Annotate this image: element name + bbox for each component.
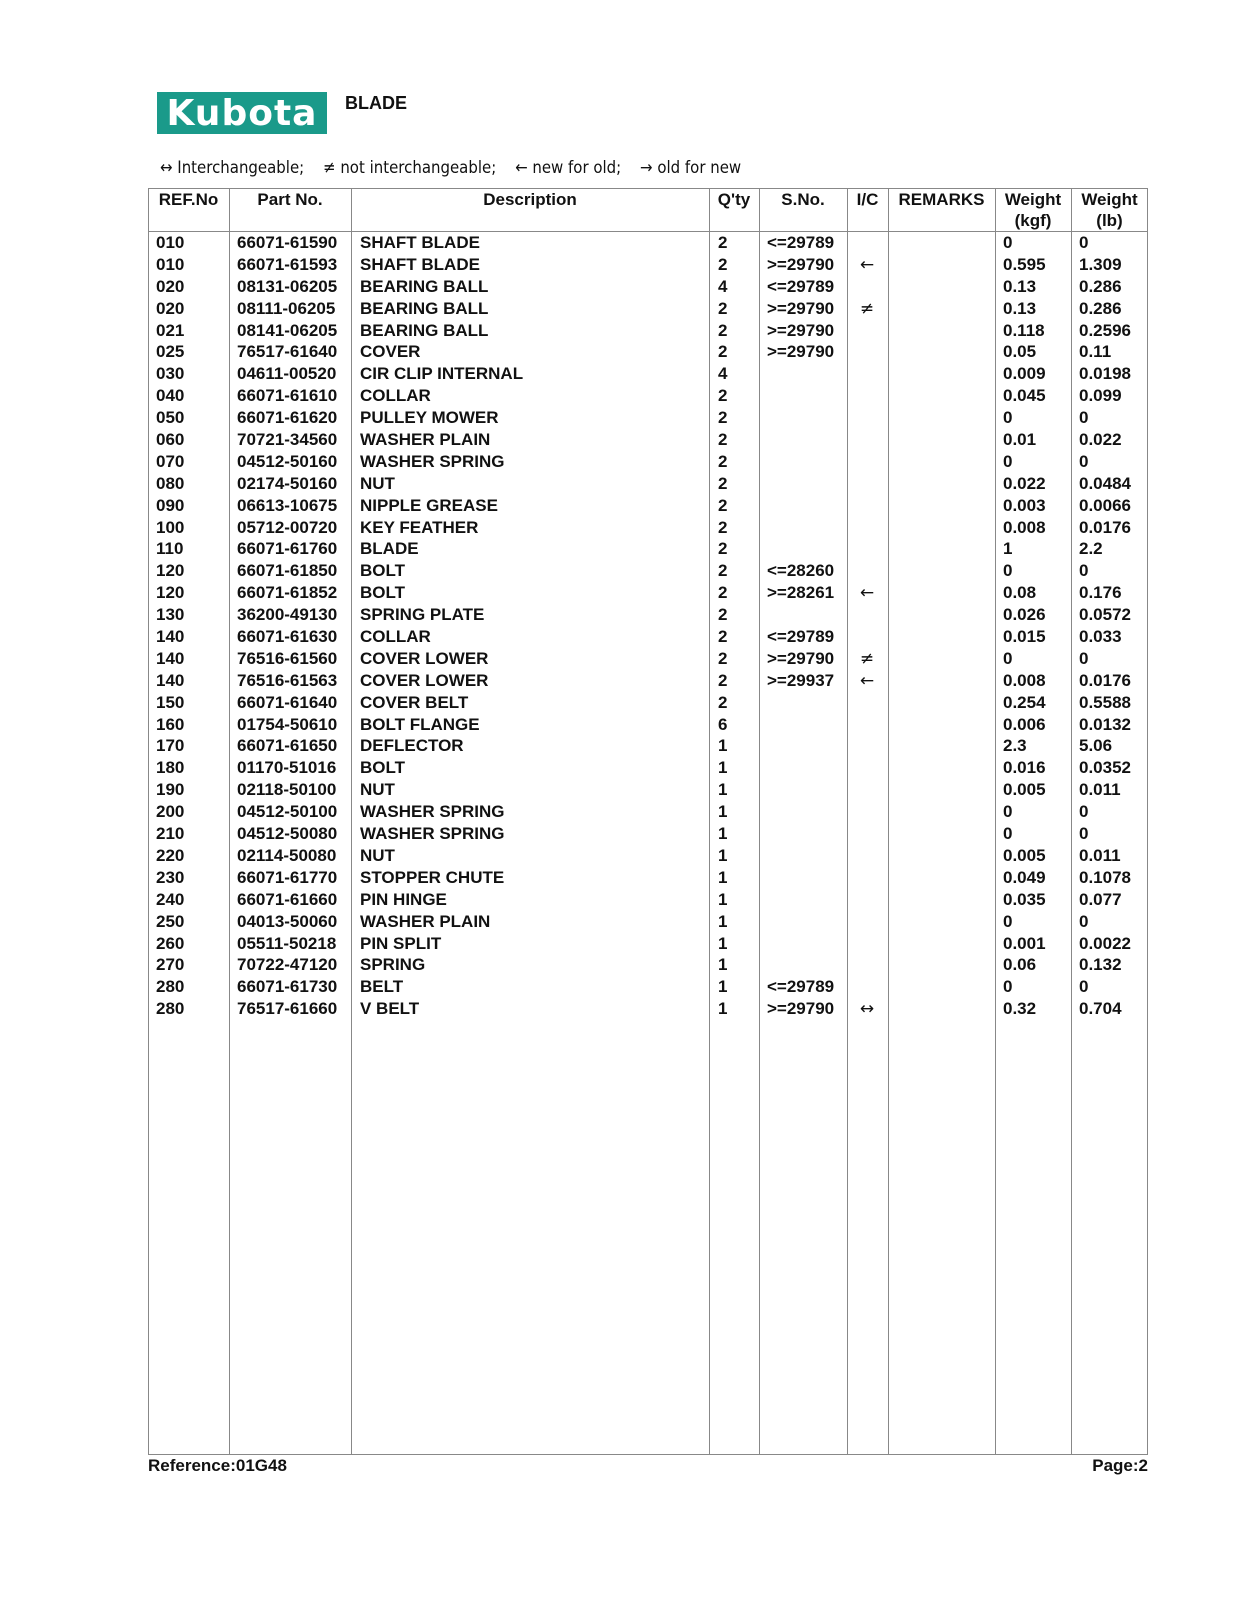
part-no: 04512-50080	[237, 824, 338, 844]
part-no: 66071-61610	[237, 386, 338, 406]
interchange-symbol: ≠	[859, 648, 875, 669]
quantity: 2	[718, 648, 728, 668]
quantity: 1	[718, 999, 728, 1019]
description: BLADE	[360, 539, 419, 559]
quantity: 2	[718, 517, 728, 537]
legend-not-interchangeable: ≠ not interchangeable;	[323, 158, 497, 178]
part-no: 66071-61852	[237, 583, 338, 603]
weight-lb: 0.011	[1079, 845, 1121, 865]
quantity: 2	[718, 495, 728, 515]
table-row	[148, 473, 1148, 495]
ref-no: 110	[156, 539, 184, 559]
quantity: 2	[718, 342, 728, 362]
weight-lb: 0.022	[1079, 430, 1122, 450]
part-no: 04512-50100	[237, 802, 338, 822]
quantity: 1	[718, 977, 728, 997]
description: BOLT	[360, 583, 406, 603]
weight-lb: 0.0176	[1079, 670, 1131, 690]
weight-kgf: 0	[1003, 233, 1013, 252]
ref-no: 260	[156, 933, 185, 953]
description: STOPPER CHUTE	[360, 867, 505, 887]
col-header-ic: I/C	[856, 190, 879, 209]
quantity: 2	[718, 627, 728, 647]
weight-kgf: 0.009	[1003, 364, 1046, 384]
weight-lb: 0.11	[1079, 342, 1112, 362]
part-no: 66071-61630	[237, 627, 338, 647]
serial-no: >=29790	[767, 298, 835, 318]
description: NUT	[360, 473, 395, 493]
weight-lb: 0.5588	[1079, 692, 1131, 712]
weight-lb: 0	[1079, 451, 1089, 471]
weight-lb: 0	[1079, 648, 1089, 668]
quantity: 2	[718, 451, 728, 471]
table-row	[148, 232, 1148, 254]
description: BEARING BALL	[360, 276, 489, 296]
table-row	[148, 451, 1148, 473]
part-no: 76517-61640	[237, 342, 338, 362]
weight-lb: 0	[1079, 911, 1089, 931]
ref-no: 130	[156, 605, 185, 625]
weight-lb: 0.132	[1079, 955, 1122, 975]
weight-kgf: 0.001	[1003, 933, 1046, 953]
quantity: 1	[718, 824, 728, 844]
ref-no: 010	[156, 254, 185, 274]
weight-lb: 0.099	[1079, 386, 1122, 406]
part-no: 66071-61730	[237, 977, 338, 997]
description: SHAFT BLADE	[360, 254, 480, 274]
weight-lb: 0	[1079, 408, 1089, 428]
weight-kgf: 0.254	[1003, 692, 1046, 712]
col-header-desc: Description	[483, 190, 577, 209]
weight-kgf: 0	[1003, 648, 1013, 668]
part-no: 66071-61850	[237, 561, 338, 581]
description: SPRING	[360, 955, 426, 975]
weight-kgf: 0.13	[1003, 298, 1037, 318]
part-no: 66071-61660	[237, 889, 338, 909]
ref-no: 020	[156, 298, 185, 318]
quantity: 2	[718, 408, 728, 428]
description: WASHER PLAIN	[360, 911, 491, 931]
ref-no: 160	[156, 714, 185, 734]
quantity: 2	[718, 298, 728, 318]
description: NUT	[360, 780, 395, 800]
ref-no: 230	[156, 867, 185, 887]
serial-no: >=29790	[767, 320, 835, 340]
ref-no: 021	[156, 320, 185, 340]
ref-no: 200	[156, 802, 185, 822]
serial-no: <=29789	[767, 233, 835, 252]
interchange-symbol: ←	[859, 254, 875, 275]
legend	[160, 158, 755, 178]
part-no: 08131-06205	[237, 276, 338, 296]
weight-lb: 0	[1079, 824, 1089, 844]
ref-no: 180	[156, 758, 185, 778]
weight-kgf: 2.3	[1003, 736, 1027, 756]
description: WASHER PLAIN	[360, 430, 491, 450]
col-header-qty: Q'ty	[717, 190, 751, 209]
ref-no: 140	[156, 670, 185, 690]
table-row	[148, 320, 1148, 342]
weight-kgf: 0.13	[1003, 276, 1037, 296]
interchange-symbol: ←	[859, 583, 875, 604]
table-row	[148, 538, 1148, 560]
table-row	[148, 801, 1148, 823]
description: DEFLECTOR	[360, 736, 464, 756]
table-row	[148, 779, 1148, 801]
part-no: 76516-61560	[237, 648, 338, 668]
part-no: 66071-61593	[237, 254, 338, 274]
part-no: 04013-50060	[237, 911, 338, 931]
ref-no: 190	[156, 780, 185, 800]
description: BOLT	[360, 758, 406, 778]
description: PIN SPLIT	[360, 933, 442, 953]
weight-lb: 0.0066	[1079, 495, 1131, 515]
legend-interchangeable: ↔ Interchangeable;	[160, 158, 305, 178]
description: COVER BELT	[360, 692, 469, 712]
weight-lb: 0.0484	[1079, 473, 1131, 493]
part-no: 66071-61640	[237, 692, 338, 712]
serial-no: <=29789	[767, 276, 835, 296]
weight-kgf: 0.005	[1003, 780, 1046, 800]
ref-no: 050	[156, 408, 185, 428]
ref-no: 250	[156, 911, 185, 931]
weight-kgf: 0	[1003, 561, 1013, 581]
table-row	[148, 933, 1148, 955]
description: PIN HINGE	[360, 889, 447, 909]
table-row	[148, 823, 1148, 845]
part-no: 02118-50100	[237, 780, 337, 800]
quantity: 1	[718, 780, 728, 800]
table-row	[148, 670, 1148, 692]
table-row	[148, 954, 1148, 976]
col-header-part: Part No.	[257, 190, 323, 209]
weight-lb: 1.309	[1079, 254, 1122, 274]
weight-lb: 0.0352	[1079, 758, 1131, 778]
weight-lb: 0.011	[1079, 780, 1121, 800]
table-row	[148, 495, 1148, 517]
description: COVER	[360, 342, 421, 362]
weight-kgf: 0.01	[1003, 430, 1037, 450]
quantity: 1	[718, 933, 728, 953]
table-row	[148, 735, 1148, 757]
ref-no: 120	[156, 583, 185, 603]
part-no: 08141-06205	[237, 320, 338, 340]
description: KEY FEATHER	[360, 517, 479, 537]
ref-no: 100	[156, 517, 185, 537]
description: BOLT FLANGE	[360, 714, 480, 734]
weight-kgf: 0.008	[1003, 670, 1046, 690]
part-no: 02114-50080	[237, 845, 337, 865]
weight-kgf: 0.016	[1003, 758, 1046, 778]
weight-lb: 0	[1079, 233, 1089, 252]
weight-lb: 0	[1079, 977, 1089, 997]
description: COVER LOWER	[360, 670, 489, 690]
weight-lb: 0.0176	[1079, 517, 1131, 537]
quantity: 1	[718, 955, 728, 975]
part-no: 06613-10675	[237, 495, 338, 515]
weight-lb: 0.2596	[1079, 320, 1131, 340]
part-no: 36200-49130	[237, 605, 338, 625]
description: BOLT	[360, 561, 406, 581]
legend-old-for-new: → old for new	[640, 158, 742, 178]
serial-no: >=29790	[767, 342, 835, 362]
weight-kgf: 0	[1003, 824, 1013, 844]
page-title: BLADE	[345, 93, 407, 113]
part-no: 01754-50610	[237, 714, 338, 734]
table-row	[148, 889, 1148, 911]
part-no: 76517-61660	[237, 999, 338, 1019]
weight-lb: 0	[1079, 561, 1089, 581]
weight-kgf: 0.118	[1003, 320, 1045, 340]
table-row	[148, 998, 1148, 1020]
quantity: 2	[718, 670, 728, 690]
description: COLLAR	[360, 386, 431, 406]
table-row	[148, 517, 1148, 539]
ref-no: 150	[156, 692, 185, 712]
weight-kgf: 0.026	[1003, 605, 1046, 625]
legend-new-for-old: ← new for old;	[515, 158, 622, 178]
weight-lb: 5.06	[1079, 736, 1113, 756]
weight-kgf: 0.045	[1003, 386, 1046, 406]
part-no: 66071-61650	[237, 736, 338, 756]
part-no: 04512-50160	[237, 451, 338, 471]
kubota-logo: Kubota	[157, 92, 327, 134]
ref-no: 070	[156, 451, 185, 471]
table-row	[148, 911, 1148, 933]
quantity: 2	[718, 561, 728, 581]
weight-kgf: 0.006	[1003, 714, 1046, 734]
table-row	[148, 298, 1148, 320]
part-no: 01170-51016	[237, 758, 337, 778]
ref-no: 220	[156, 845, 185, 865]
ref-no: 210	[156, 824, 185, 844]
weight-lb: 0.1078	[1079, 867, 1131, 887]
weight-kgf: 0.32	[1003, 999, 1037, 1019]
interchange-symbol: ↔	[859, 999, 875, 1020]
parts-table-body	[148, 232, 1148, 1020]
description: CIR CLIP INTERNAL	[360, 364, 524, 384]
quantity: 1	[718, 889, 728, 909]
description: BEARING BALL	[360, 298, 489, 318]
weight-lb: 0.0022	[1079, 933, 1131, 953]
table-row	[148, 867, 1148, 889]
weight-lb: 0.704	[1079, 999, 1122, 1019]
weight-kgf: 0	[1003, 408, 1013, 428]
weight-kgf: 0	[1003, 451, 1013, 471]
weight-lb: 0.176	[1079, 583, 1122, 603]
quantity: 1	[718, 911, 728, 931]
part-no: 02174-50160	[237, 473, 338, 493]
table-row	[148, 276, 1148, 298]
quantity: 2	[718, 254, 728, 274]
col-header-weight-kgf: Weight (kgf)	[1004, 190, 1062, 230]
ref-no: 140	[156, 648, 185, 668]
ref-no: 270	[156, 955, 185, 975]
ref-no: 280	[156, 999, 185, 1019]
description: BEARING BALL	[360, 320, 489, 340]
table-row	[148, 976, 1148, 998]
weight-kgf: 0	[1003, 802, 1013, 822]
weight-kgf: 0.06	[1003, 955, 1037, 975]
table-row	[148, 363, 1148, 385]
description: BELT	[360, 977, 404, 997]
weight-lb: 0.0572	[1079, 605, 1131, 625]
part-no: 05511-50218	[237, 933, 337, 953]
description: WASHER SPRING	[360, 802, 505, 822]
serial-no: >=29790	[767, 254, 835, 274]
part-no: 05712-00720	[237, 517, 338, 537]
quantity: 4	[718, 276, 728, 296]
ref-no: 025	[156, 342, 185, 362]
description: WASHER SPRING	[360, 824, 505, 844]
table-row	[148, 604, 1148, 626]
weight-lb: 0.0132	[1079, 714, 1131, 734]
weight-kgf: 0.035	[1003, 889, 1046, 909]
quantity: 1	[718, 867, 728, 887]
quantity: 2	[718, 430, 728, 450]
weight-kgf: 0.08	[1003, 583, 1037, 603]
ref-no: 080	[156, 473, 185, 493]
weight-kgf: 0.003	[1003, 495, 1046, 515]
quantity: 2	[718, 233, 728, 252]
quantity: 1	[718, 736, 728, 756]
weight-kgf: 0.008	[1003, 517, 1046, 537]
ref-no: 060	[156, 430, 185, 450]
serial-no: >=29937	[767, 670, 835, 690]
serial-no: <=28260	[767, 561, 835, 581]
table-row	[148, 560, 1148, 582]
table-row	[148, 757, 1148, 779]
quantity: 2	[718, 386, 728, 406]
weight-kgf: 0	[1003, 911, 1013, 931]
part-no: 66071-61770	[237, 867, 338, 887]
table-row	[148, 341, 1148, 363]
serial-no: >=29790	[767, 999, 835, 1019]
weight-lb: 2.2	[1079, 539, 1103, 559]
table-row	[148, 254, 1148, 276]
description: V BELT	[360, 999, 420, 1019]
quantity: 2	[718, 692, 728, 712]
table-row	[148, 714, 1148, 736]
weight-kgf: 0.05	[1003, 342, 1037, 362]
part-no: 70722-47120	[237, 955, 338, 975]
part-no: 08111-06205	[237, 298, 336, 318]
weight-lb: 0	[1079, 802, 1089, 822]
table-row	[148, 845, 1148, 867]
weight-kgf: 0.595	[1003, 254, 1046, 274]
table-row	[148, 582, 1148, 604]
quantity: 6	[718, 714, 728, 734]
col-header-weight-lb: Weight (lb)	[1081, 190, 1138, 230]
part-no: 76516-61563	[237, 670, 338, 690]
table-row	[148, 407, 1148, 429]
quantity: 1	[718, 758, 728, 778]
quantity: 2	[718, 473, 728, 493]
part-no: 04611-00520	[237, 364, 337, 384]
table-row	[148, 626, 1148, 648]
quantity: 4	[718, 364, 728, 384]
quantity: 2	[718, 605, 728, 625]
ref-no: 020	[156, 276, 185, 296]
weight-kgf: 0.049	[1003, 867, 1046, 887]
table-row	[148, 385, 1148, 407]
weight-kgf: 0.015	[1003, 627, 1046, 647]
ref-no: 090	[156, 495, 185, 515]
reference-label: Reference:01G48	[148, 1456, 287, 1475]
weight-lb: 0.286	[1079, 298, 1122, 318]
serial-no: <=29789	[767, 977, 835, 997]
quantity: 2	[718, 583, 728, 603]
quantity: 2	[718, 539, 728, 559]
serial-no: <=29789	[767, 627, 835, 647]
ref-no: 140	[156, 627, 185, 647]
col-header-remarks: REMARKS	[898, 190, 985, 209]
part-no: 66071-61620	[237, 408, 338, 428]
quantity: 1	[718, 845, 728, 865]
description: NIPPLE GREASE	[360, 495, 498, 515]
weight-lb: 0.077	[1079, 889, 1122, 909]
weight-kgf: 0	[1003, 977, 1013, 997]
ref-no: 120	[156, 561, 185, 581]
description: COLLAR	[360, 627, 431, 647]
table-row	[148, 429, 1148, 451]
table-row	[148, 692, 1148, 714]
ref-no: 280	[156, 977, 185, 997]
part-no: 66071-61590	[237, 233, 338, 252]
part-no: 70721-34560	[237, 430, 338, 450]
description: PULLEY MOWER	[360, 408, 499, 428]
serial-no: >=29790	[767, 648, 835, 668]
ref-no: 010	[156, 233, 185, 252]
description: SHAFT BLADE	[360, 233, 480, 252]
interchange-symbol: ≠	[859, 298, 875, 319]
weight-kgf: 0.005	[1003, 845, 1046, 865]
weight-lb: 0.0198	[1079, 364, 1131, 384]
ref-no: 240	[156, 889, 185, 909]
quantity: 2	[718, 320, 728, 340]
serial-no: >=28261	[767, 583, 835, 603]
quantity: 1	[718, 802, 728, 822]
weight-lb: 0.033	[1079, 627, 1122, 647]
part-no: 66071-61760	[237, 539, 338, 559]
interchange-symbol: ←	[859, 670, 875, 691]
weight-lb: 0.286	[1079, 276, 1122, 296]
ref-no: 040	[156, 386, 185, 406]
table-row	[148, 648, 1148, 670]
weight-kgf: 1	[1003, 539, 1013, 559]
weight-kgf: 0.022	[1003, 473, 1046, 493]
col-header-sno: S.No.	[781, 190, 825, 209]
description: NUT	[360, 845, 395, 865]
page-number: Page:2	[1092, 1456, 1148, 1475]
description: SPRING PLATE	[360, 605, 485, 625]
description: WASHER SPRING	[360, 451, 505, 471]
description: COVER LOWER	[360, 648, 489, 668]
ref-no: 170	[156, 736, 185, 756]
col-header-ref: REF.No	[158, 190, 219, 209]
ref-no: 030	[156, 364, 185, 384]
